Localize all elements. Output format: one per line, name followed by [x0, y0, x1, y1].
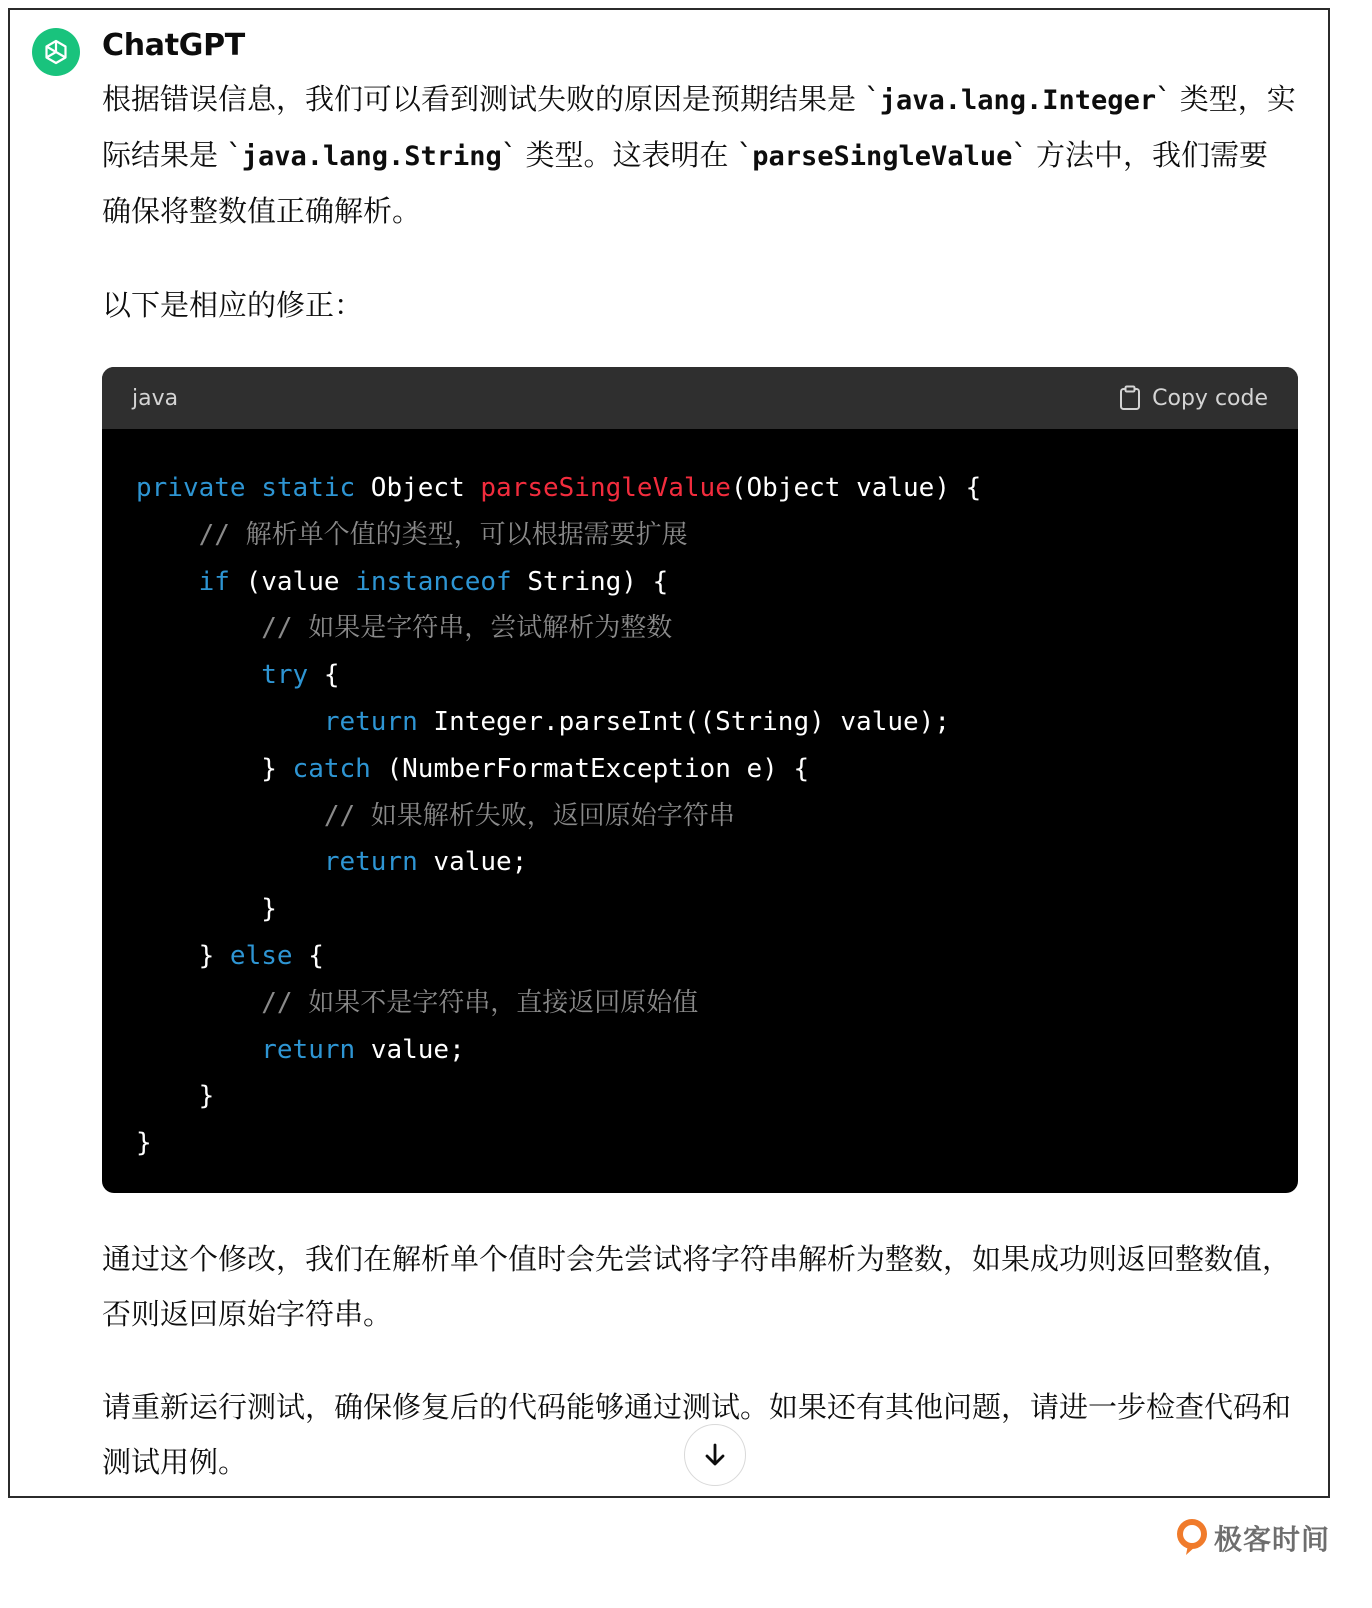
- code-line: [136, 894, 277, 924]
- openai-logo-icon: [40, 36, 72, 68]
- code-text: (value: [229, 566, 356, 597]
- code-line: [136, 1128, 152, 1158]
- text-segment: 根据错误信息，我们可以看到测试失败的原因是预期结果是 `: [102, 82, 880, 116]
- code-text: }: [136, 753, 293, 784]
- inline-code: parseSingleValue: [752, 141, 1013, 172]
- code-text: [136, 613, 261, 643]
- code-comment: // 如果解析失败，返回原始字符串: [323, 800, 735, 831]
- message-paragraph: [102, 72, 1297, 239]
- code-block: [102, 367, 1298, 1193]
- code-text: value;: [417, 847, 528, 878]
- code-text: Integer.parseInt((String) value);: [417, 706, 950, 737]
- code-line: [136, 567, 668, 597]
- code-text: [246, 473, 262, 503]
- text-segment: ` 方法中，我们需要确保将整数值正确解析。: [102, 138, 1269, 228]
- code-text: [136, 847, 324, 877]
- code-text: Object: [355, 473, 481, 503]
- message-paragraph: 以下是相应的修正：: [102, 288, 364, 322]
- code-line: [136, 1035, 465, 1065]
- code-keyword: instanceof: [355, 566, 512, 597]
- message-paragraph: 通过这个修改，我们在解析单个值时会先尝试将字符串解析为整数，如果成功则返回整数值，否则返回原始字符串。: [102, 1242, 1292, 1331]
- author-name: ChatGPT: [102, 28, 245, 63]
- code-line: [136, 801, 735, 831]
- code-comment: // 解析单个值的类型，可以根据需要扩展: [198, 519, 688, 550]
- clipboard-icon: [1118, 385, 1142, 411]
- code-keyword: try: [261, 660, 309, 691]
- code-keyword: catch: [292, 753, 371, 784]
- code-text: [136, 801, 324, 831]
- code-keyword: static: [261, 473, 356, 503]
- code-line: [136, 988, 698, 1018]
- code-text: (Object value) {: [730, 473, 982, 503]
- code-content: [102, 429, 1298, 1167]
- inline-code: java.lang.Integer: [879, 85, 1157, 116]
- code-text: [136, 1035, 261, 1065]
- inline-code: java.lang.String: [241, 141, 502, 172]
- code-text: }: [136, 940, 230, 971]
- code-text: [136, 567, 199, 597]
- copy-code-button[interactable]: [1118, 385, 1268, 411]
- text-segment: ` 类型。这表明在 `: [501, 138, 753, 172]
- code-keyword: if: [198, 566, 230, 597]
- code-text: {: [292, 940, 324, 971]
- code-text: String) {: [511, 566, 669, 597]
- code-text: }: [136, 894, 277, 925]
- scroll-to-bottom-button[interactable]: [684, 1424, 746, 1486]
- code-keyword: return: [323, 847, 418, 878]
- code-line: [136, 520, 688, 550]
- code-text: }: [136, 1081, 215, 1112]
- code-line: [136, 473, 981, 503]
- code-text: (NumberFormatException e) {: [370, 753, 810, 784]
- geektime-logo-icon: [1176, 1519, 1208, 1557]
- code-text: value;: [355, 1034, 465, 1065]
- code-function-name: parseSingleValue: [480, 473, 731, 503]
- chatgpt-avatar: [32, 28, 80, 76]
- text-segment: ` 类型，实际结果是 `: [102, 82, 1296, 172]
- arrow-down-icon: [701, 1441, 729, 1469]
- code-text: [136, 520, 199, 550]
- code-comment: // 如果不是字符串，直接返回原始值: [261, 987, 699, 1018]
- chat-window: [8, 8, 1330, 1498]
- code-text: }: [136, 1128, 152, 1159]
- geektime-watermark: [1176, 1518, 1330, 1558]
- code-comment: // 如果是字符串，尝试解析为整数: [261, 613, 673, 644]
- code-text: [136, 660, 261, 690]
- code-keyword: return: [261, 1034, 356, 1065]
- code-language-label: java: [132, 385, 179, 411]
- code-line: [136, 707, 950, 737]
- code-text: [136, 988, 261, 1018]
- code-line: [136, 941, 324, 971]
- message-paragraph: 请重新运行测试，确保修复后的代码能够通过测试。如果还有其他问题，请进一步检查代码和测试用例。: [102, 1390, 1292, 1479]
- code-line: [136, 613, 672, 643]
- code-keyword: private: [136, 473, 246, 503]
- code-line: [136, 1081, 214, 1111]
- copy-code-label: Copy code: [1152, 385, 1268, 411]
- code-block-header: [102, 367, 1298, 429]
- code-line: [136, 847, 527, 877]
- code-line: [136, 660, 340, 690]
- code-keyword: else: [229, 940, 293, 971]
- watermark-text: 极客时间: [1214, 1523, 1331, 1556]
- code-keyword: return: [323, 706, 418, 737]
- code-line: [136, 754, 809, 784]
- code-text: [136, 707, 324, 737]
- code-text: {: [308, 660, 340, 691]
